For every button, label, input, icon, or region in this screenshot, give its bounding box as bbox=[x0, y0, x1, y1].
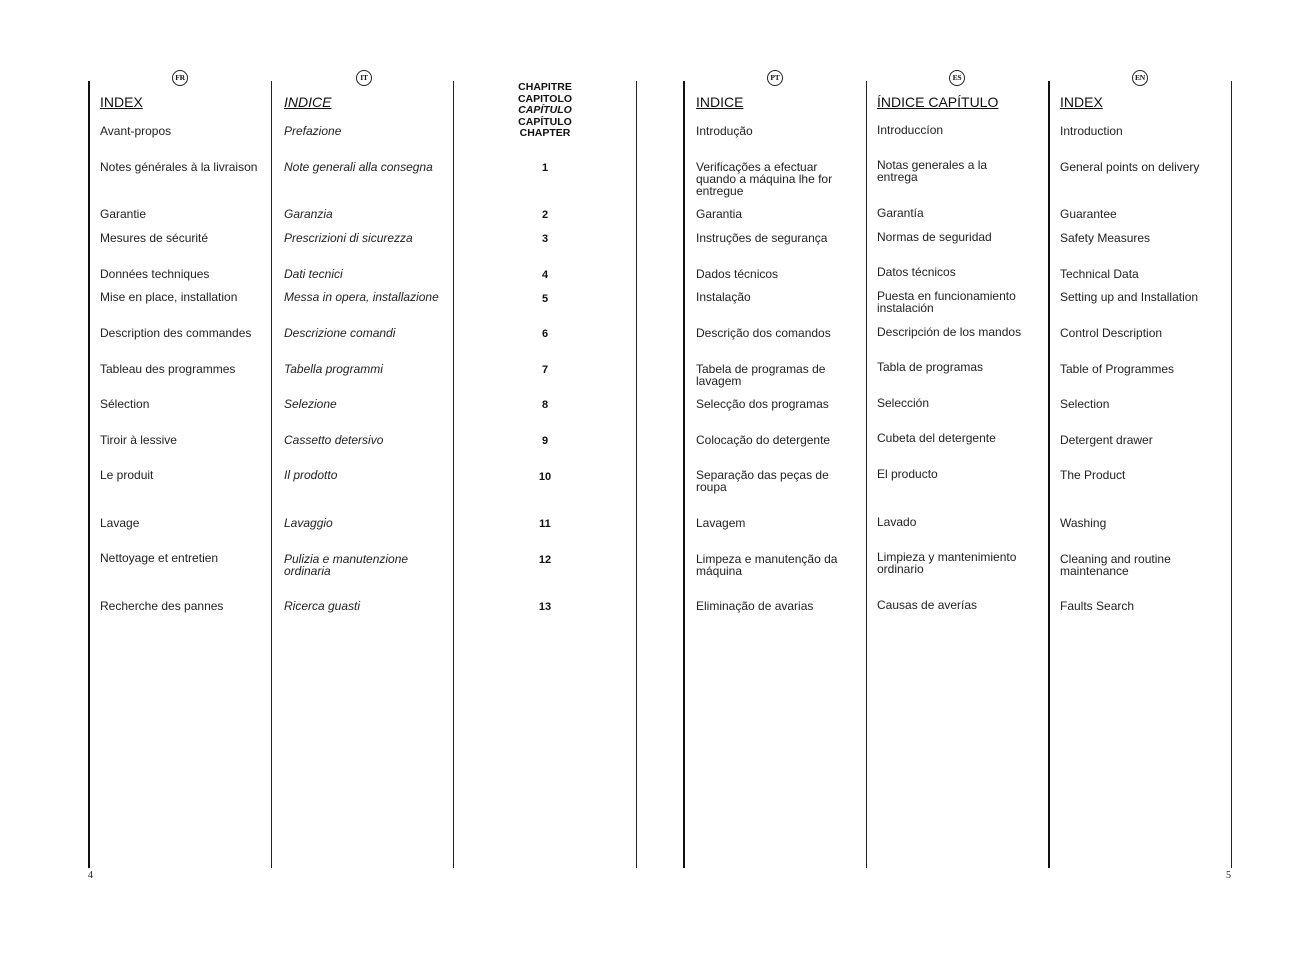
chapter-heading bbox=[505, 82, 585, 140]
index-entry: Pulizia e manutenzione ordinaria bbox=[284, 552, 409, 578]
index-entry: The Product bbox=[1060, 468, 1126, 482]
index-entry: Selection bbox=[1060, 397, 1110, 411]
index-entry: Colocação do detergente bbox=[696, 433, 831, 447]
chapter-heading-line: CAPÍTULO bbox=[518, 115, 572, 128]
index-entry: Recherche des pannes bbox=[100, 599, 224, 613]
chapter-number: 13 bbox=[538, 601, 552, 613]
index-entry: Datos técnicos bbox=[877, 265, 956, 279]
index-entry: Descrizione comandi bbox=[284, 326, 396, 340]
language-badge-it: IT bbox=[356, 70, 372, 86]
page-number-right: 5 bbox=[1226, 870, 1231, 881]
index-entry: Normas de seguridad bbox=[877, 230, 992, 244]
index-entry: Instalação bbox=[696, 290, 751, 304]
index-entry: Verificações a efectuar quando a máquina lhe for entregue bbox=[696, 160, 833, 198]
index-entry: Puesta en funcionamiento instalación bbox=[877, 289, 1016, 315]
index-entry: Sélection bbox=[100, 397, 150, 411]
index-entry: Eliminação de avarias bbox=[696, 599, 814, 613]
index-entry: El producto bbox=[877, 467, 938, 481]
index-entry: Faults Search bbox=[1060, 599, 1135, 613]
index-entry: Cassetto detersivo bbox=[284, 433, 384, 447]
index-entry: Garantie bbox=[100, 207, 147, 221]
column-rule bbox=[271, 81, 272, 868]
index-entry: Control Description bbox=[1060, 326, 1163, 340]
column-rule bbox=[88, 81, 90, 868]
index-entry: Notas generales a la entrega bbox=[877, 158, 988, 184]
chapter-number: 7 bbox=[541, 364, 549, 376]
index-entry: Lavaggio bbox=[284, 516, 333, 530]
index-entry: Tabela de programas de lavagem bbox=[696, 362, 826, 388]
index-entry: Garantia bbox=[696, 207, 743, 221]
index-title-fr: INDEX bbox=[100, 94, 143, 110]
column-rule bbox=[683, 81, 685, 868]
chapter-number: 11 bbox=[539, 518, 551, 530]
index-entry: Tabla de programas bbox=[877, 360, 984, 374]
index-entry: Lavage bbox=[100, 516, 140, 530]
index-title-it: INDICE bbox=[284, 94, 332, 110]
index-title-pt: INDICE bbox=[696, 94, 744, 110]
index-entry: Detergent drawer bbox=[1060, 433, 1153, 447]
index-entry: Instruções de segurança bbox=[696, 231, 828, 245]
chapter-number: 6 bbox=[541, 328, 549, 340]
index-entry: Introdução bbox=[696, 124, 753, 138]
index-entry: Tiroir à lessive bbox=[100, 433, 177, 447]
chapter-number: 10 bbox=[538, 471, 552, 483]
chapter-number: 9 bbox=[541, 435, 549, 447]
index-entry: Dados técnicos bbox=[696, 267, 779, 281]
chapter-number: 2 bbox=[541, 209, 549, 221]
page-number-left: 4 bbox=[88, 870, 93, 881]
index-entry: Mesures de sécurité bbox=[100, 231, 209, 245]
chapter-heading-line: CHAPITRE bbox=[518, 81, 572, 93]
index-entry: Limpieza y mantenimiento ordinario bbox=[877, 550, 1017, 576]
index-entry: Washing bbox=[1060, 516, 1107, 530]
index-title-es: ÍNDICE CAPÍTULO bbox=[877, 94, 999, 110]
column-rule bbox=[636, 81, 637, 868]
index-entry: Tabella programmi bbox=[284, 362, 383, 376]
index-entry: Limpeza e manutenção da máquina bbox=[696, 552, 838, 578]
chapter-number: 8 bbox=[541, 399, 549, 411]
index-entry: Table of Programmes bbox=[1060, 362, 1175, 376]
index-entry: Descripción de los mandos bbox=[877, 325, 1022, 339]
index-entry: Tableau des programmes bbox=[100, 362, 236, 376]
chapter-heading-line: CAPITOLO bbox=[517, 92, 573, 105]
index-entry: Descrição dos comandos bbox=[696, 326, 831, 340]
chapter-number: 5 bbox=[541, 293, 549, 305]
column-rule bbox=[866, 81, 867, 868]
index-entry: Safety Measures bbox=[1060, 231, 1151, 245]
chapter-number: 12 bbox=[538, 554, 552, 566]
chapter-number: 4 bbox=[541, 269, 549, 281]
index-entry: Prescrizioni di sicurezza bbox=[284, 231, 413, 245]
index-entry: Guarantee bbox=[1060, 207, 1117, 221]
index-title-en: INDEX bbox=[1060, 94, 1103, 110]
language-badge-en: EN bbox=[1132, 70, 1148, 86]
language-badge-pt: PT bbox=[767, 70, 783, 86]
index-entry: Notes générales à la livraison bbox=[100, 160, 258, 174]
index-entry: Introduccíon bbox=[877, 123, 944, 137]
index-entry: Garantía bbox=[877, 206, 924, 220]
index-entry: Lavado bbox=[877, 515, 917, 529]
column-rule bbox=[1048, 81, 1050, 868]
index-entry: Selección bbox=[877, 396, 930, 410]
chapter-number: 3 bbox=[541, 233, 549, 245]
index-entry: Nettoyage et entretien bbox=[100, 551, 219, 565]
index-entry: Selecção dos programas bbox=[696, 397, 829, 411]
index-entry: Messa in opera, installazione bbox=[284, 290, 439, 304]
column-rule bbox=[1231, 81, 1232, 868]
index-entry: Technical Data bbox=[1060, 267, 1139, 281]
index-entry: Données techniques bbox=[100, 267, 210, 281]
index-entry: Introduction bbox=[1060, 124, 1123, 138]
chapter-heading-line: CAPÍTULO bbox=[518, 104, 572, 116]
chapter-number: 1 bbox=[541, 162, 549, 174]
index-entry: Separação das peças de roupa bbox=[696, 468, 829, 494]
index-entry: Selezione bbox=[284, 397, 337, 411]
index-entry: Garanzia bbox=[284, 207, 333, 221]
index-entry: Note generali alla consegna bbox=[284, 160, 433, 174]
index-entry: Dati tecnici bbox=[284, 267, 343, 281]
index-entry: Cleaning and routine maintenance bbox=[1060, 552, 1171, 578]
index-entry: Cubeta del detergente bbox=[877, 431, 996, 445]
chapter-heading-line: CHAPTER bbox=[519, 127, 571, 139]
index-entry: Le produit bbox=[100, 468, 154, 482]
language-badge-es: ES bbox=[949, 70, 965, 86]
language-badge-fr: FR bbox=[172, 70, 188, 86]
index-entry: Setting up and Installation bbox=[1060, 290, 1199, 304]
index-entry: Description des commandes bbox=[100, 326, 252, 340]
column-rule bbox=[453, 81, 454, 868]
index-entry: General points on delivery bbox=[1060, 160, 1200, 174]
index-entry: Il prodotto bbox=[284, 468, 338, 482]
index-entry: Mise en place, installation bbox=[100, 290, 238, 304]
index-entry: Prefazione bbox=[284, 124, 342, 138]
index-entry: Causas de averías bbox=[877, 598, 978, 612]
index-entry: Avant-propos bbox=[100, 124, 172, 138]
index-entry: Ricerca guasti bbox=[284, 599, 361, 613]
index-entry: Lavagem bbox=[696, 516, 746, 530]
